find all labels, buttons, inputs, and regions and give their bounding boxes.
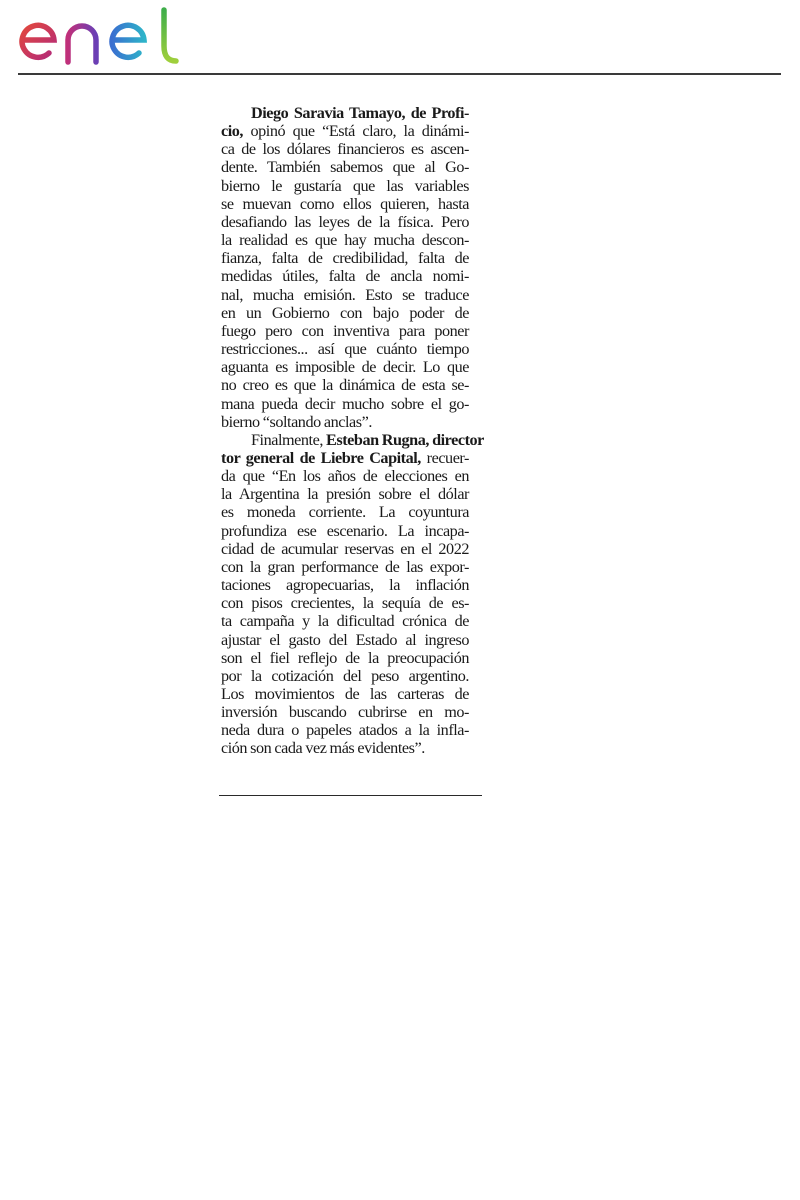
text-line: la Argentina la presión sobre el dólar [221, 485, 469, 504]
speaker-title: tor general de Liebre Capital, [221, 448, 421, 467]
text-line: bierno “soltando anclas”. [221, 412, 372, 431]
text-line [221, 449, 469, 467]
text-line: restricciones... así que cuánto tiempo [221, 340, 469, 359]
text-span: recuer- [420, 448, 469, 467]
text-line: con pisos crecientes, la sequía de es- [221, 594, 469, 613]
text-line: medidas útiles, falta de ancla nomi- [221, 267, 469, 286]
header-rule [18, 73, 781, 75]
text-line: no creo es que la dinámica de esta se- [221, 376, 469, 395]
article-end-rule [219, 795, 482, 796]
text-line: inversión buscando cubrirse en mo- [221, 703, 469, 722]
text-line: taciones agropecuarias, la inflación [221, 576, 469, 595]
paragraph-saravia [221, 104, 469, 431]
speaker-org: cio, [221, 122, 244, 141]
text-span: Finalmente, [251, 430, 327, 449]
article-column [221, 104, 484, 758]
text-line: fianza, falta de credibilidad, falta de [221, 249, 469, 268]
text-line: neda dura o papeles atados a la infla- [221, 721, 469, 740]
text-line: bierno le gustaría que las variables [221, 176, 469, 195]
text-line: mana pueda decir mucho sobre el go- [221, 394, 469, 413]
text-line: por la cotización del peso argentino. [221, 666, 469, 685]
text-line: ajustar el gasto del Estado al ingreso [221, 630, 469, 649]
text-line [221, 104, 469, 122]
text-line: son el fiel reflejo de la preocupación [221, 648, 469, 667]
text-line: la realidad es que hay mucha descon- [221, 231, 469, 250]
text-line: es moneda corriente. La coyuntura [221, 503, 469, 522]
text-line: Los movimientos de las carteras de [221, 685, 469, 703]
text-line: profundiza ese escenario. La incapa- [221, 521, 469, 540]
text-line: ca de los dólares financieros es ascen- [221, 140, 469, 159]
text-line: fuego pero con inventiva para poner [221, 321, 469, 340]
speaker-name: Diego Saravia Tamayo, de Profi- [251, 104, 469, 122]
text-line: dente. También sabemos que al Go- [221, 158, 469, 177]
text-line: en un Gobierno con bajo poder de [221, 303, 469, 322]
text-line: aguanta es imposible de decir. Lo que [221, 358, 469, 377]
enel-logo [16, 6, 182, 66]
text-line: con la gran performance de las expor- [221, 557, 469, 576]
text-line [221, 430, 484, 449]
text-line: desafiando las leyes de la física. Pero [221, 212, 469, 231]
paragraph-rugna [221, 430, 484, 758]
text-line: ta campaña y la dificultad crónica de [221, 612, 469, 631]
text-line: cidad de acumular reservas en el 2022 [221, 539, 469, 558]
text-line: se muevan como ellos quieren, hasta [221, 194, 469, 213]
text-line: da que “En los años de elecciones en [221, 467, 469, 486]
text-span: opinó que “Está claro, la dinámi- [243, 122, 469, 141]
text-line [221, 122, 469, 140]
speaker-name: Esteban Rugna, director [326, 430, 484, 449]
text-line: nal, mucha emisión. Esto se traduce [221, 285, 469, 304]
text-line: ción son cada vez más evidentes”. [221, 739, 425, 758]
